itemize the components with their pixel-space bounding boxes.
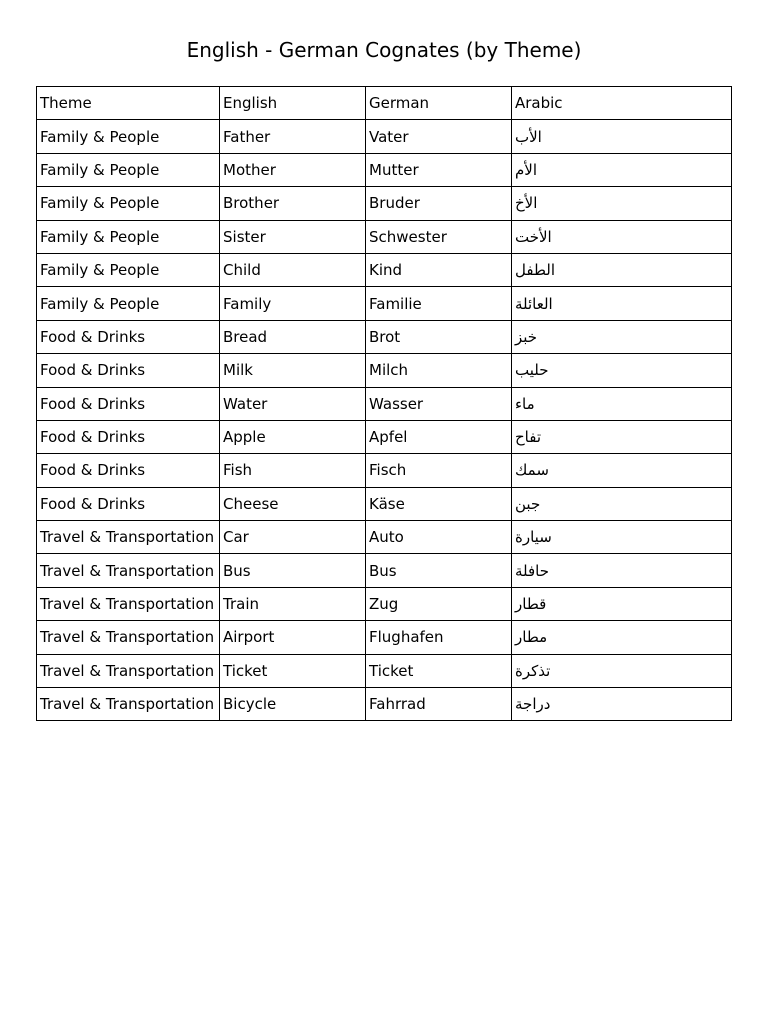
cell-english: Bicycle xyxy=(220,688,366,721)
cell-german: Bus xyxy=(366,554,512,587)
cell-english: Mother xyxy=(220,153,366,186)
cell-arabic: الأخ xyxy=(512,187,732,220)
table-row xyxy=(37,688,732,721)
cell-german: Käse xyxy=(366,487,512,520)
cell-german: Familie xyxy=(366,287,512,320)
cell-english: Train xyxy=(220,587,366,620)
table-row xyxy=(37,587,732,620)
cell-arabic: خبز xyxy=(512,320,732,353)
cell-arabic: الأخت xyxy=(512,220,732,253)
cell-german: Vater xyxy=(366,120,512,153)
cell-english: Father xyxy=(220,120,366,153)
table-row xyxy=(37,253,732,286)
cell-german: Fahrrad xyxy=(366,688,512,721)
cell-german: Flughafen xyxy=(366,621,512,654)
cell-english: Child xyxy=(220,253,366,286)
cell-english: Bread xyxy=(220,320,366,353)
table-row xyxy=(37,454,732,487)
cell-theme: Travel & Transportation xyxy=(37,587,220,620)
table-row xyxy=(37,521,732,554)
cell-german: Schwester xyxy=(366,220,512,253)
cell-german: Ticket xyxy=(366,654,512,687)
table-row xyxy=(37,654,732,687)
cell-german: Apfel xyxy=(366,420,512,453)
table-row xyxy=(37,554,732,587)
cell-arabic: سيارة xyxy=(512,521,732,554)
cell-english: Apple xyxy=(220,420,366,453)
cell-arabic: مطار xyxy=(512,621,732,654)
cell-english: Brother xyxy=(220,187,366,220)
cell-arabic: دراجة xyxy=(512,688,732,721)
cell-english: Milk xyxy=(220,354,366,387)
cell-theme: Family & People xyxy=(37,220,220,253)
cell-arabic: تذكرة xyxy=(512,654,732,687)
cell-german: Bruder xyxy=(366,187,512,220)
cell-theme: Travel & Transportation xyxy=(37,654,220,687)
cell-theme: Travel & Transportation xyxy=(37,521,220,554)
cell-theme: Food & Drinks xyxy=(37,487,220,520)
cell-german: Wasser xyxy=(366,387,512,420)
cell-arabic: جبن xyxy=(512,487,732,520)
cell-theme: Food & Drinks xyxy=(37,420,220,453)
table-row xyxy=(37,120,732,153)
cell-english: Sister xyxy=(220,220,366,253)
cell-german: Brot xyxy=(366,320,512,353)
cell-theme: Food & Drinks xyxy=(37,387,220,420)
cell-theme: Travel & Transportation xyxy=(37,554,220,587)
table-row xyxy=(37,487,732,520)
cell-arabic: ماء xyxy=(512,387,732,420)
cell-arabic: حافلة xyxy=(512,554,732,587)
page-title: English - German Cognates (by Theme) xyxy=(186,38,582,62)
cell-theme: Family & People xyxy=(37,287,220,320)
table-header-row xyxy=(37,87,732,120)
cell-theme: Family & People xyxy=(37,153,220,186)
cell-arabic: قطار xyxy=(512,587,732,620)
column-header-theme: Theme xyxy=(37,87,220,120)
table-body xyxy=(37,120,732,721)
table-row xyxy=(37,420,732,453)
cell-german: Zug xyxy=(366,587,512,620)
table-row xyxy=(37,153,732,186)
cognates-table xyxy=(36,86,732,721)
table-row xyxy=(37,220,732,253)
cell-english: Cheese xyxy=(220,487,366,520)
cell-theme: Family & People xyxy=(37,187,220,220)
cell-arabic: سمك xyxy=(512,454,732,487)
cell-english: Airport xyxy=(220,621,366,654)
cell-arabic: الطفل xyxy=(512,253,732,286)
cell-english: Fish xyxy=(220,454,366,487)
column-header-german: German xyxy=(366,87,512,120)
cell-theme: Food & Drinks xyxy=(37,354,220,387)
cell-theme: Food & Drinks xyxy=(37,454,220,487)
cell-theme: Family & People xyxy=(37,120,220,153)
cell-theme: Family & People xyxy=(37,253,220,286)
cell-german: Mutter xyxy=(366,153,512,186)
cell-theme: Travel & Transportation xyxy=(37,688,220,721)
column-header-english: English xyxy=(220,87,366,120)
cell-english: Ticket xyxy=(220,654,366,687)
cell-german: Kind xyxy=(366,253,512,286)
table-row xyxy=(37,354,732,387)
table-row xyxy=(37,621,732,654)
cell-german: Auto xyxy=(366,521,512,554)
cell-theme: Food & Drinks xyxy=(37,320,220,353)
cell-english: Car xyxy=(220,521,366,554)
cell-theme: Travel & Transportation xyxy=(37,621,220,654)
cell-english: Water xyxy=(220,387,366,420)
cell-german: Fisch xyxy=(366,454,512,487)
cell-arabic: الأب xyxy=(512,120,732,153)
table-row xyxy=(37,320,732,353)
cell-arabic: الأم xyxy=(512,153,732,186)
table-row xyxy=(37,187,732,220)
column-header-arabic: Arabic xyxy=(512,87,732,120)
cell-arabic: العائلة xyxy=(512,287,732,320)
cell-arabic: حليب xyxy=(512,354,732,387)
cell-english: Family xyxy=(220,287,366,320)
cell-arabic: تفاح xyxy=(512,420,732,453)
table-row xyxy=(37,387,732,420)
cell-english: Bus xyxy=(220,554,366,587)
table-row xyxy=(37,287,732,320)
cell-german: Milch xyxy=(366,354,512,387)
